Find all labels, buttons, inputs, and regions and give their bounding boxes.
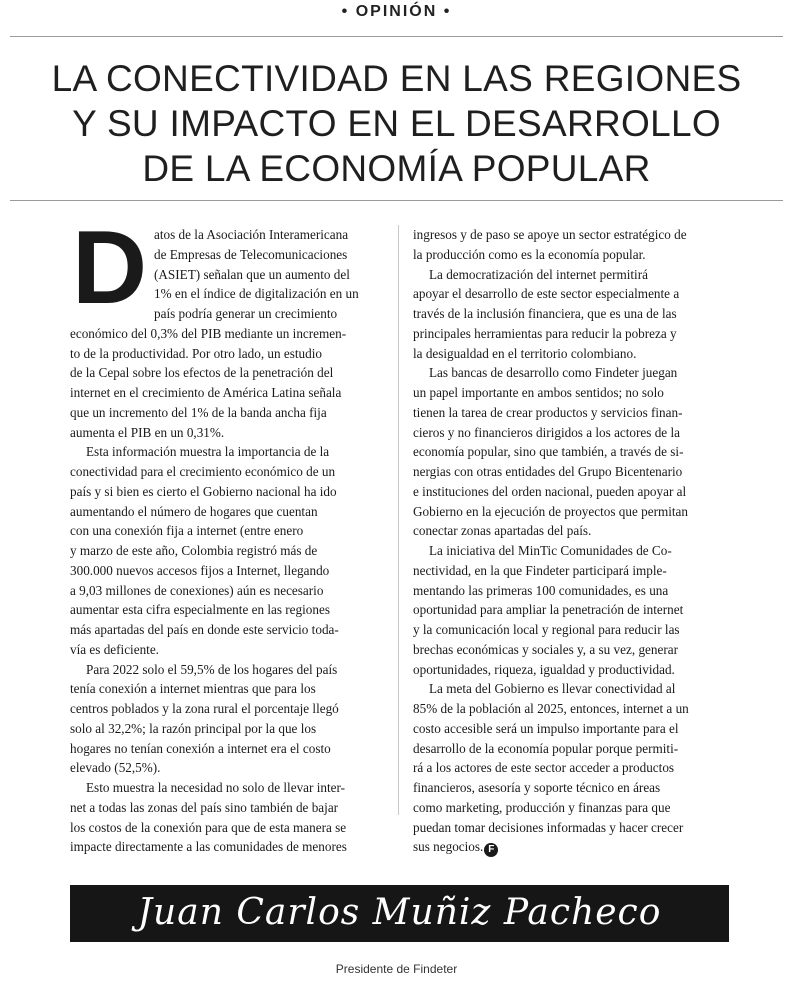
text-line [70, 344, 387, 364]
text-line [413, 383, 730, 403]
text-line [413, 561, 730, 581]
text-line-content: brechas económicas y sociales y, a su vez, generar [413, 641, 678, 657]
text-line [70, 699, 387, 719]
article-column-right [413, 225, 730, 857]
text-line-content: aumentando el número de hogares que cuentan [70, 503, 318, 519]
text-line-content: sus negocios. [413, 839, 484, 855]
text-line [413, 502, 730, 522]
text-line-content: cieros y no financieros dirigidos a los actores de la [413, 424, 680, 440]
text-line [70, 679, 387, 699]
text-line-content: Las bancas de desarrollo como Findeter juegan [429, 365, 678, 381]
column-divider [398, 225, 399, 815]
text-line-content: solo al 32,2%; la razón principal por la que los [70, 720, 317, 736]
section-label: • OPINIÓN • [341, 3, 452, 20]
text-line [70, 620, 387, 640]
text-line [70, 600, 387, 620]
headline-line: DE LA ECONOMÍA POPULAR [142, 148, 651, 189]
text-line [70, 561, 387, 581]
text-line [413, 423, 730, 443]
text-line [413, 837, 730, 857]
text-line [413, 758, 730, 778]
text-line-content: y la comunicación local y regional para reducir las [413, 622, 680, 637]
text-line [413, 818, 730, 838]
text-line-content: costo accesible será un impulso importante para el [413, 720, 679, 736]
text-line-content: La iniciativa del MinTic Comunidades de Co- [429, 543, 672, 558]
text-line [413, 739, 730, 759]
text-line [70, 798, 387, 818]
text-line-content: conectividad para el crecimiento económico de un [70, 464, 336, 479]
text-line [70, 818, 387, 838]
text-line-content: 85% de la población al 2025, entonces, internet a un [413, 701, 689, 716]
text-line-content: apoyar el desarrollo de este sector especialmente a [413, 286, 680, 302]
findeter-end-icon: F [484, 843, 498, 857]
text-line-content: como marketing, producción y finanzas para que [413, 799, 671, 815]
text-line-content: rá a los actores de este sector acceder a productos [413, 760, 675, 776]
text-line-content: Para 2022 solo el 59,5% de los hogares del país [86, 661, 338, 677]
text-line [413, 600, 730, 620]
text-line-content: de Empresas de Telecomunicaciones [154, 246, 348, 262]
text-line-content: conectar zonas apartadas del país. [413, 523, 592, 539]
headline-line: LA CONECTIVIDAD EN LAS REGIONES [51, 58, 742, 99]
text-line-content: aumenta el PIB en un 0,31%. [70, 424, 225, 440]
text-line [70, 521, 387, 541]
text-line [413, 679, 730, 699]
text-line [413, 363, 730, 383]
text-line [413, 344, 730, 364]
text-line [70, 660, 387, 680]
text-line-content: los costos de la conexión para que de esta manera se [70, 819, 347, 835]
text-line-content: la producción como es la economía popular. [413, 246, 646, 262]
author-role: Presidente de Findeter [335, 962, 458, 976]
text-line-content: elevado (52,5%). [70, 760, 161, 776]
text-line-content: la desigualdad en el territorio colombiano. [413, 345, 637, 361]
article-headline [20, 56, 773, 191]
text-line-content: que un incremento del 1% de la banda ancha fija [70, 404, 327, 420]
text-line [70, 719, 387, 739]
text-line-content: nectividad, en la que Findeter participará imple- [413, 562, 667, 578]
text-line [70, 837, 387, 857]
text-line [413, 640, 730, 660]
text-line-content: to de la productividad. Por otro lado, un estudio [70, 345, 322, 361]
text-line [413, 245, 730, 265]
text-line-content: desarrollo de la economía popular porque permiti- [413, 740, 679, 756]
text-line [413, 699, 730, 719]
article-column-left [70, 210, 387, 857]
text-line-content: nergias con otras entidades del Grupo Bicentenario [413, 464, 683, 479]
text-line [70, 462, 387, 482]
text-line-content: impacte directamente a las comunidades de menores [70, 839, 347, 855]
text-line-content: economía popular, sino que también, a través de si- [413, 444, 684, 460]
text-line-content: Esto muestra la necesidad no solo de llevar inter- [86, 780, 346, 795]
text-line-content: financieros, asesoría y soporte técnico en áreas [413, 780, 661, 795]
text-line-content: Esta información muestra la importancia de la [86, 444, 330, 460]
signature-banner [70, 885, 729, 942]
drop-cap: D [72, 210, 148, 326]
text-line-content: 300.000 nuevos accesos fijos a Internet, llegando [70, 562, 330, 578]
text-line [70, 403, 387, 423]
text-line [70, 423, 387, 443]
text-line [70, 541, 387, 561]
text-line-content: ingresos y de paso se apoye un sector estratégico de [413, 227, 687, 242]
text-line [70, 739, 387, 759]
text-line [70, 383, 387, 403]
text-line [413, 482, 730, 502]
text-line-content: con una conexión fija a internet (entre enero [70, 523, 304, 539]
text-line-content: vía es deficiente. [70, 641, 159, 657]
text-line-content: país podría generar un crecimiento [154, 306, 338, 321]
text-line-content: net a todas las zonas del país sino también de bajar [70, 799, 339, 815]
text-line-content: oportunidades, riqueza, igualdad y productividad. [413, 661, 675, 677]
text-line-content: La meta del Gobierno es llevar conectividad al [429, 681, 676, 697]
text-line [70, 581, 387, 601]
top-divider [10, 36, 783, 37]
text-line [413, 403, 730, 423]
author-signature: Juan Carlos Muñiz Pacheco [137, 892, 662, 933]
text-line [70, 758, 387, 778]
text-line [413, 442, 730, 462]
text-line [413, 225, 730, 245]
text-line-content: internet en el crecimiento de América Latina señala [70, 385, 342, 400]
headline-divider [10, 200, 783, 201]
text-line-content: e instituciones del orden nacional, pueden apoyar al [413, 483, 687, 499]
text-line [70, 482, 387, 502]
text-line-content: aumentar esta cifra especialmente en las regiones [70, 602, 330, 618]
text-line-content: atos de la Asociación Interamericana [154, 227, 349, 242]
text-line-content: mentando las primeras 100 comunidades, es una [413, 582, 669, 598]
text-line-content: y marzo de este año, Colombia registró más de [70, 543, 318, 558]
text-line [413, 324, 730, 344]
text-line-content: hogares no tenían conexión a internet era el costo [70, 740, 331, 756]
text-line-content: Gobierno en la ejecución de proyectos que permitan [413, 503, 688, 519]
text-line [413, 660, 730, 680]
text-line [413, 541, 730, 561]
text-line-content: principales herramientas para reducir la pobreza y [413, 325, 677, 341]
text-line-content: tienen la tarea de crear productos y servicios finan- [413, 404, 683, 420]
text-line-content: puedan tomar decisiones informadas y hacer crecer [413, 819, 684, 835]
text-line-content: oportunidad para ampliar la penetración de internet [413, 602, 684, 618]
text-line-content: tenía conexión a internet mientras que para los [70, 681, 316, 697]
text-line [413, 719, 730, 739]
text-line [413, 304, 730, 324]
text-line-content: centros poblados y la zona rural el porcentaje llegó [70, 701, 339, 716]
text-line [70, 778, 387, 798]
text-line-content: través de la inclusión financiera, que es una de las [413, 306, 677, 321]
text-line-content: (ASIET) señalan que un aumento del [154, 266, 350, 282]
text-line [413, 521, 730, 541]
text-line [413, 265, 730, 285]
text-line [70, 442, 387, 462]
text-line-content: a 9,03 millones de conexiones) aún es necesario [70, 582, 324, 598]
text-line [413, 620, 730, 640]
text-line-content: La democratización del internet permitirá [429, 266, 648, 282]
text-line [413, 798, 730, 818]
text-line-content: más apartadas del país en donde este servicio toda- [70, 622, 339, 637]
text-line [70, 363, 387, 383]
text-line [413, 462, 730, 482]
text-line-content: económico del 0,3% del PIB mediante un incremen- [70, 325, 347, 341]
text-line-content: país y si bien es cierto el Gobierno nacional ha ido [70, 483, 337, 499]
text-line [413, 284, 730, 304]
text-line [413, 778, 730, 798]
text-line-content: de la Cepal sobre los efectos de la penetración del [70, 365, 334, 381]
text-line [413, 581, 730, 601]
text-line-content: 1% en el índice de digitalización en un [154, 286, 359, 302]
text-line [70, 502, 387, 522]
text-line [70, 640, 387, 660]
text-line [70, 324, 387, 344]
headline-line: Y SU IMPACTO EN EL DESARROLLO [72, 103, 721, 144]
text-line-content: un papel importante en ambos sentidos; no solo [413, 385, 664, 400]
